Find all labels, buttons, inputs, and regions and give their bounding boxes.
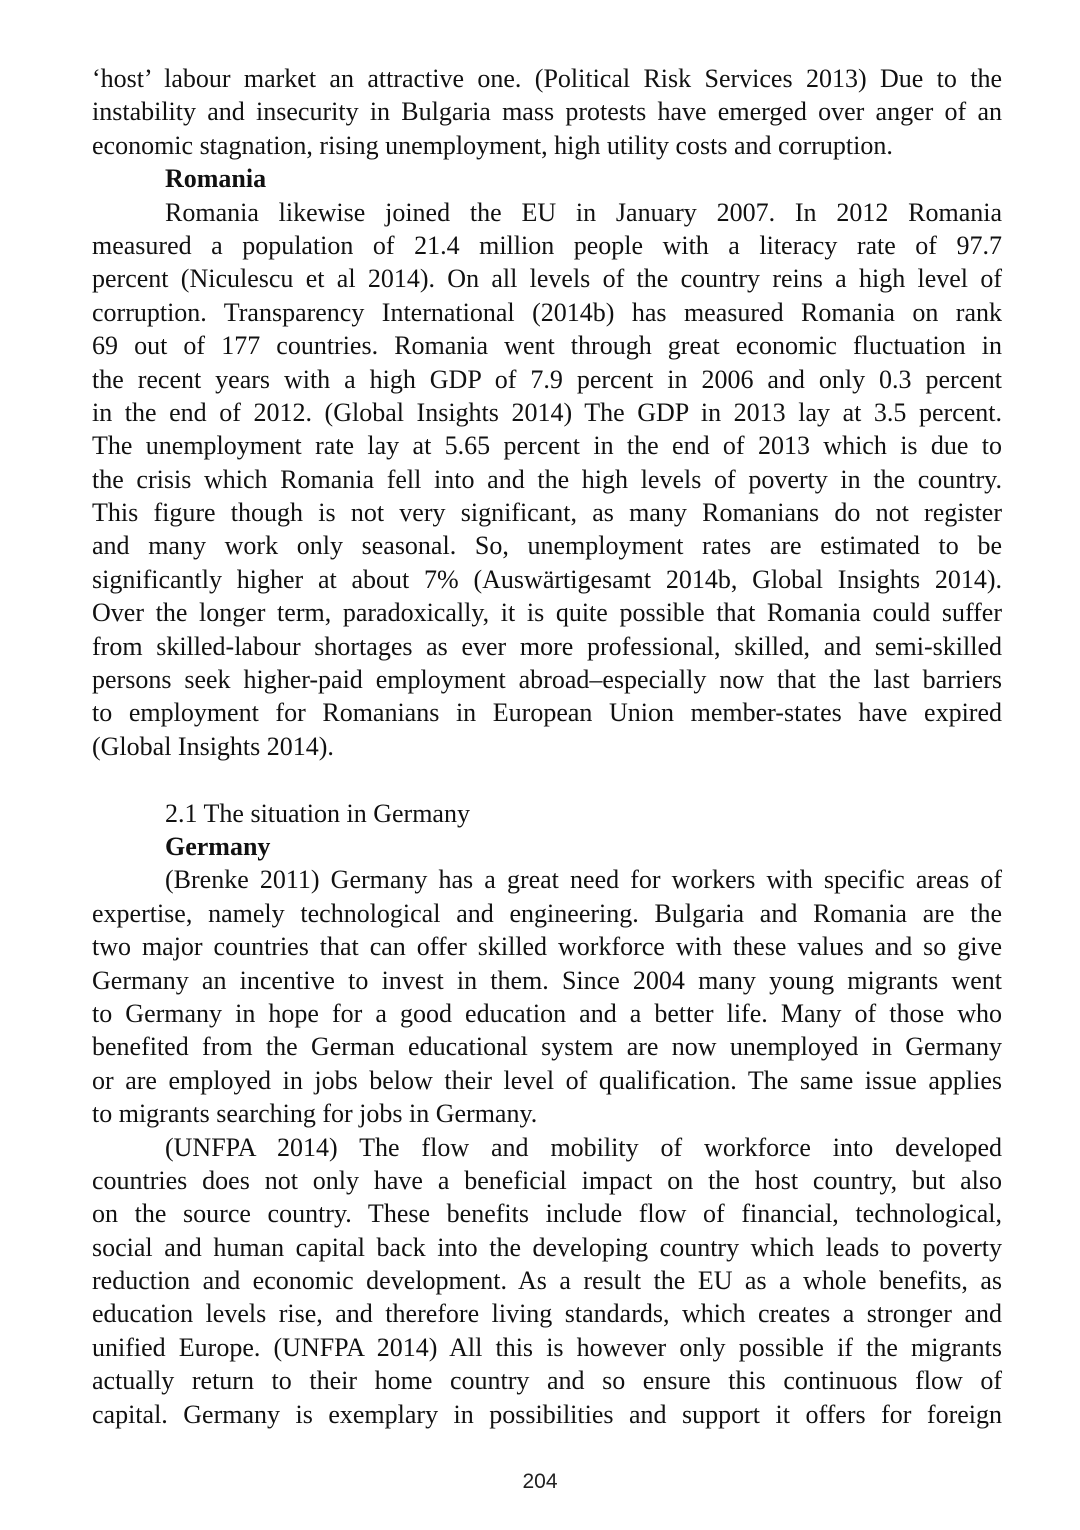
text-line: from skilled-labour shortages as ever more professional, skilled, and semi-skilled — [92, 631, 1002, 661]
text-line: countries does not only have a beneficial impact on the host country, but also — [92, 1165, 1002, 1195]
text-line: expertise, namely technological and engineering. Bulgaria and Romania are the — [92, 898, 1002, 928]
text-line: (Global Insights 2014). — [92, 731, 334, 761]
text-line: to migrants searching for jobs in Germany. — [92, 1099, 538, 1129]
text-line: (Brenke 2011) Germany has a great need for workers with specific areas of — [165, 865, 1002, 895]
text-line: and many work only seasonal. So, unemployment rates are estimated to be — [92, 531, 1002, 561]
text-line: in the end of 2012. (Global Insights 2014) The GDP in 2013 lay at 3.5 percent. — [92, 397, 1002, 427]
text-line: This figure though is not very significant, as many Romanians do not register — [92, 498, 1002, 528]
section-heading: Romania — [165, 164, 267, 194]
text-line: Over the longer term, paradoxically, it is quite possible that Romania could suffer — [92, 598, 1002, 628]
text-line: the recent years with a high GDP of 7.9 percent in 2006 and only 0.3 percent — [92, 364, 1002, 394]
paragraph — [92, 196, 1002, 764]
paragraph — [92, 62, 1002, 162]
text-line: or are employed in jobs below their level of qualification. The same issue applies — [92, 1065, 1002, 1095]
page-number: 204 — [522, 1470, 558, 1493]
text-line: two major countries that can offer skilled workforce with these values and so give — [92, 932, 1002, 962]
text-line: unified Europe. (UNFPA 2014) All this is however only possible if the migrants — [92, 1332, 1002, 1362]
text-line: benefited from the German educational system are now unemployed in Germany — [92, 1032, 1002, 1062]
text-line: The unemployment rate lay at 5.65 percent in the end of 2013 which is due to — [92, 431, 1002, 461]
text-line: capital. Germany is exemplary in possibilities and support it offers for foreign — [92, 1399, 1002, 1429]
text-line: measured a population of 21.4 million people with a literacy rate of 97.7 — [92, 230, 1002, 260]
subsection-title: 2.1 The situation in Germany — [165, 798, 470, 828]
text-line: 69 out of 177 countries. Romania went through great economic fluctuation in — [92, 331, 1002, 361]
section-heading: Germany — [165, 831, 271, 861]
text-line: significantly higher at about 7% (Auswärtigesamt 2014b, Global Insights 2014). — [92, 564, 1002, 594]
text-line: reduction and economic development. As a result the EU as a whole benefits, as — [92, 1266, 1002, 1296]
text-line: percent (Niculescu et al 2014). On all levels of the country reins a high level of — [92, 264, 1002, 294]
text-line: to employment for Romanians in European Union member-states have expired — [92, 698, 1002, 728]
text-line: education levels rise, and therefore living standards, which creates a stronger and — [92, 1299, 1002, 1329]
text-line: corruption. Transparency International (2014b) has measured Romania on rank — [92, 297, 1002, 327]
text-line: Romania likewise joined the EU in January 2007. In 2012 Romania — [165, 197, 1002, 227]
text-line: to Germany in hope for a good education and a better life. Many of those who — [92, 998, 1002, 1028]
text-line: Germany an incentive to invest in them. Since 2004 many young migrants went — [92, 965, 1002, 995]
page-body — [92, 62, 1002, 1431]
text-line: on the source country. These benefits include flow of financial, technological, — [92, 1199, 1002, 1229]
text-line: the crisis which Romania fell into and the high levels of poverty in the country. — [92, 464, 1002, 494]
spacer — [92, 763, 1002, 796]
text-line: (UNFPA 2014) The flow and mobility of workforce into developed — [165, 1132, 1002, 1162]
text-line: ‘host’ labour market an attractive one. (Political Risk Services 2013) Due to the — [92, 64, 1002, 93]
text-line: persons seek higher-paid employment abroad–especially now that the last barriers — [92, 665, 1002, 695]
paragraph — [92, 1131, 1002, 1432]
text-line: economic stagnation, rising unemployment, high utility costs and corruption. — [92, 130, 893, 160]
text-line: actually return to their home country and so ensure this continuous flow of — [92, 1366, 1002, 1396]
text-line: instability and insecurity in Bulgaria mass protests have emerged over anger of an — [92, 97, 1002, 127]
text-line: social and human capital back into the developing country which leads to poverty — [92, 1232, 1002, 1262]
paragraph — [92, 863, 1002, 1130]
